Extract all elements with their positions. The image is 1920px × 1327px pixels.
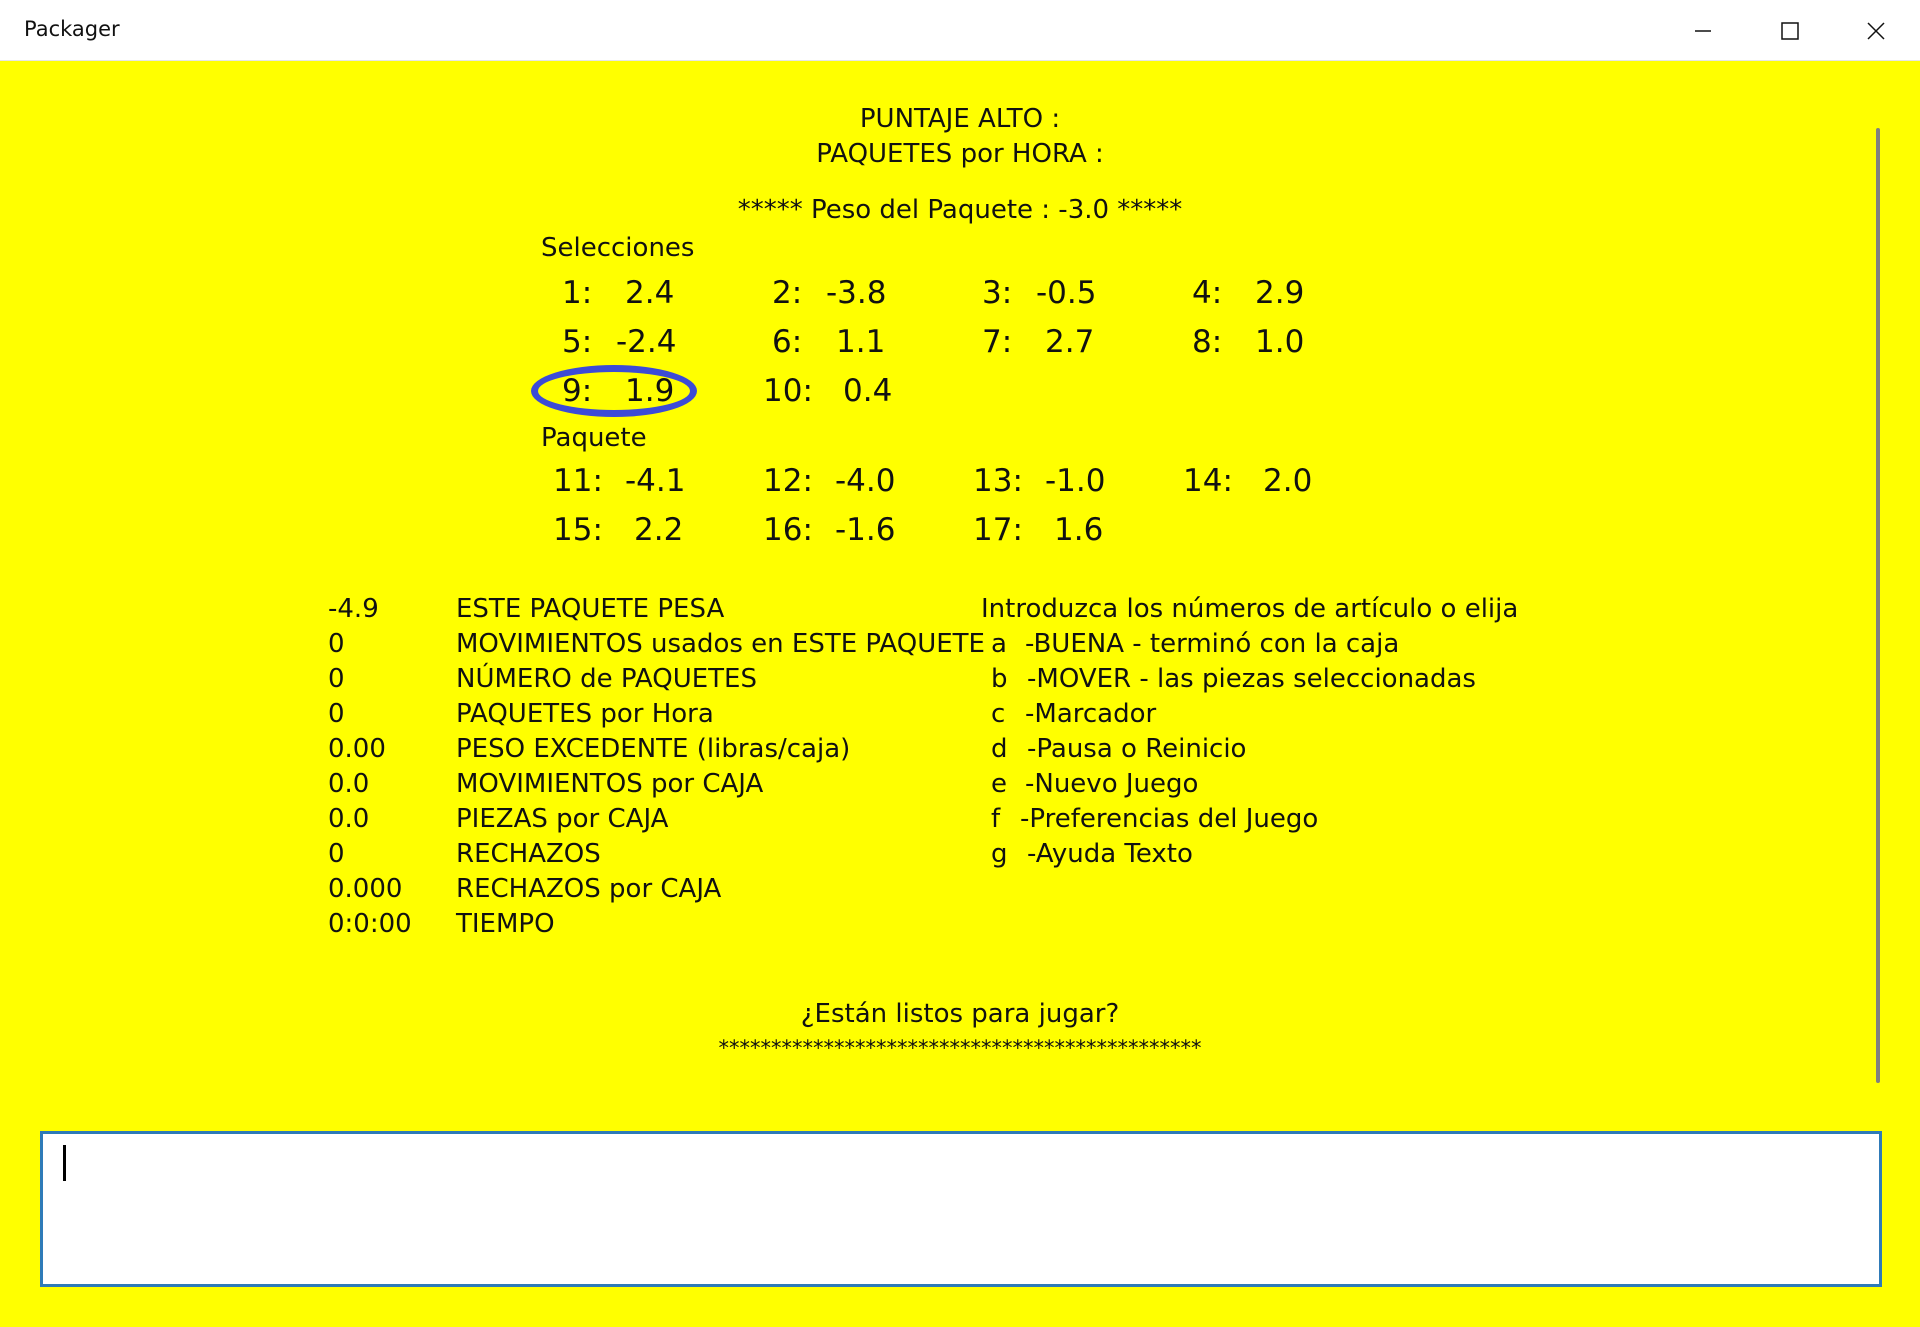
minimize-icon bbox=[1693, 21, 1713, 41]
menu-option-ayuda: -Ayuda Texto bbox=[1027, 839, 1193, 869]
close-icon bbox=[1866, 21, 1886, 41]
menu-option-key: c bbox=[991, 699, 1006, 729]
package-item-value: -1.0 bbox=[1045, 463, 1106, 499]
title-bar bbox=[0, 0, 1920, 61]
package-item-value: -1.6 bbox=[835, 512, 896, 548]
package-weight-banner: ***** Peso del Paquete : -3.0 ***** bbox=[737, 195, 1183, 225]
stat-value: 0 bbox=[328, 699, 345, 729]
stat-value: 0.000 bbox=[328, 874, 403, 904]
packages-per-hour-label: PAQUETES por HORA : bbox=[816, 139, 1104, 169]
stat-value: 0.0 bbox=[328, 769, 370, 799]
stat-label: RECHAZOS por CAJA bbox=[456, 874, 722, 904]
menu-option-key: e bbox=[991, 769, 1007, 799]
stat-label: ESTE PAQUETE PESA bbox=[456, 594, 725, 624]
selection-value: 1.0 bbox=[1255, 324, 1305, 360]
window-title: Packager bbox=[24, 17, 120, 41]
package-item-value: -4.1 bbox=[625, 463, 686, 499]
selection-value: -2.4 bbox=[616, 324, 677, 360]
stat-value: 0 bbox=[328, 629, 345, 659]
stat-value: 0:0:00 bbox=[328, 909, 412, 939]
ready-prompt: ¿Están listos para jugar? bbox=[800, 999, 1120, 1029]
menu-option-key: a bbox=[991, 629, 1007, 659]
stat-label: RECHAZOS bbox=[456, 839, 601, 869]
menu-option-marcador: -Marcador bbox=[1025, 699, 1157, 729]
maximize-button[interactable] bbox=[1747, 0, 1833, 61]
vertical-scrollbar[interactable] bbox=[1876, 128, 1880, 1083]
selection-value: 0.4 bbox=[843, 373, 893, 409]
stat-label: PAQUETES por Hora bbox=[456, 699, 714, 729]
selection-number: 3: bbox=[982, 275, 1013, 311]
selection-value: 2.7 bbox=[1045, 324, 1095, 360]
package-item-number: 15: bbox=[553, 512, 603, 548]
package-item-number: 13: bbox=[973, 463, 1023, 499]
text-caret bbox=[63, 1145, 66, 1181]
selection-value: 1.1 bbox=[836, 324, 886, 360]
selection-number: 2: bbox=[772, 275, 803, 311]
stat-value: 0.00 bbox=[328, 734, 386, 764]
selection-number: 9: bbox=[562, 373, 593, 409]
stat-value: 0.0 bbox=[328, 804, 370, 834]
menu-option-nuevo-juego: -Nuevo Juego bbox=[1025, 769, 1199, 799]
package-item-value: 2.2 bbox=[634, 512, 684, 548]
selection-number: 6: bbox=[772, 324, 803, 360]
stat-value: 0 bbox=[328, 839, 345, 869]
stat-value: 0 bbox=[328, 664, 345, 694]
menu-option-key: d bbox=[991, 734, 1008, 764]
menu-option-preferencias: -Preferencias del Juego bbox=[1020, 804, 1319, 834]
selection-number: 4: bbox=[1192, 275, 1223, 311]
stat-label: PESO EXCEDENTE (libras/caja) bbox=[456, 734, 851, 764]
selection-number: 1: bbox=[562, 275, 593, 311]
package-item-number: 17: bbox=[973, 512, 1023, 548]
stat-label: TIEMPO bbox=[456, 909, 555, 939]
selection-value: 2.9 bbox=[1255, 275, 1305, 311]
selection-number: 10: bbox=[763, 373, 813, 409]
command-input[interactable] bbox=[40, 1131, 1882, 1287]
stars-divider: ********************************************** bbox=[718, 1036, 1202, 1060]
menu-option-key: f bbox=[991, 804, 1001, 834]
selection-value: 2.4 bbox=[625, 275, 675, 311]
selection-value: -0.5 bbox=[1036, 275, 1097, 311]
menu-option-buena: -BUENA - terminó con la caja bbox=[1025, 629, 1400, 659]
package-item-number: 12: bbox=[763, 463, 813, 499]
minimize-button[interactable] bbox=[1660, 0, 1746, 61]
selection-number: 7: bbox=[982, 324, 1013, 360]
menu-option-mover: -MOVER - las piezas seleccionadas bbox=[1027, 664, 1476, 694]
package-item-number: 11: bbox=[553, 463, 603, 499]
package-item-number: 16: bbox=[763, 512, 813, 548]
selection-value: 1.9 bbox=[625, 373, 675, 409]
menu-intro: Introduzca los números de artículo o elija bbox=[981, 594, 1519, 624]
package-item-value: 1.6 bbox=[1054, 512, 1104, 548]
package-item-value: 2.0 bbox=[1263, 463, 1313, 499]
selection-value: -3.8 bbox=[826, 275, 887, 311]
selection-number: 5: bbox=[562, 324, 593, 360]
package-item-value: -4.0 bbox=[835, 463, 896, 499]
menu-option-pausa: -Pausa o Reinicio bbox=[1027, 734, 1247, 764]
stat-label: PIEZAS por CAJA bbox=[456, 804, 669, 834]
selections-heading: Selecciones bbox=[541, 233, 695, 263]
selected-item-ring bbox=[531, 365, 697, 417]
menu-option-key: g bbox=[991, 839, 1008, 869]
package-heading: Paquete bbox=[541, 423, 647, 453]
stat-label: MOVIMIENTOS usados en ESTE PAQUETE bbox=[456, 629, 985, 659]
high-score-label: PUNTAJE ALTO : bbox=[859, 104, 1061, 134]
stat-label: NÚMERO de PAQUETES bbox=[456, 664, 757, 694]
package-item-number: 14: bbox=[1183, 463, 1233, 499]
menu-option-key: b bbox=[991, 664, 1008, 694]
game-area bbox=[0, 61, 1920, 1327]
selection-number: 8: bbox=[1192, 324, 1223, 360]
close-button[interactable] bbox=[1833, 0, 1919, 61]
stat-value: -4.9 bbox=[328, 594, 379, 624]
maximize-icon bbox=[1780, 21, 1800, 41]
stat-label: MOVIMIENTOS por CAJA bbox=[456, 769, 764, 799]
